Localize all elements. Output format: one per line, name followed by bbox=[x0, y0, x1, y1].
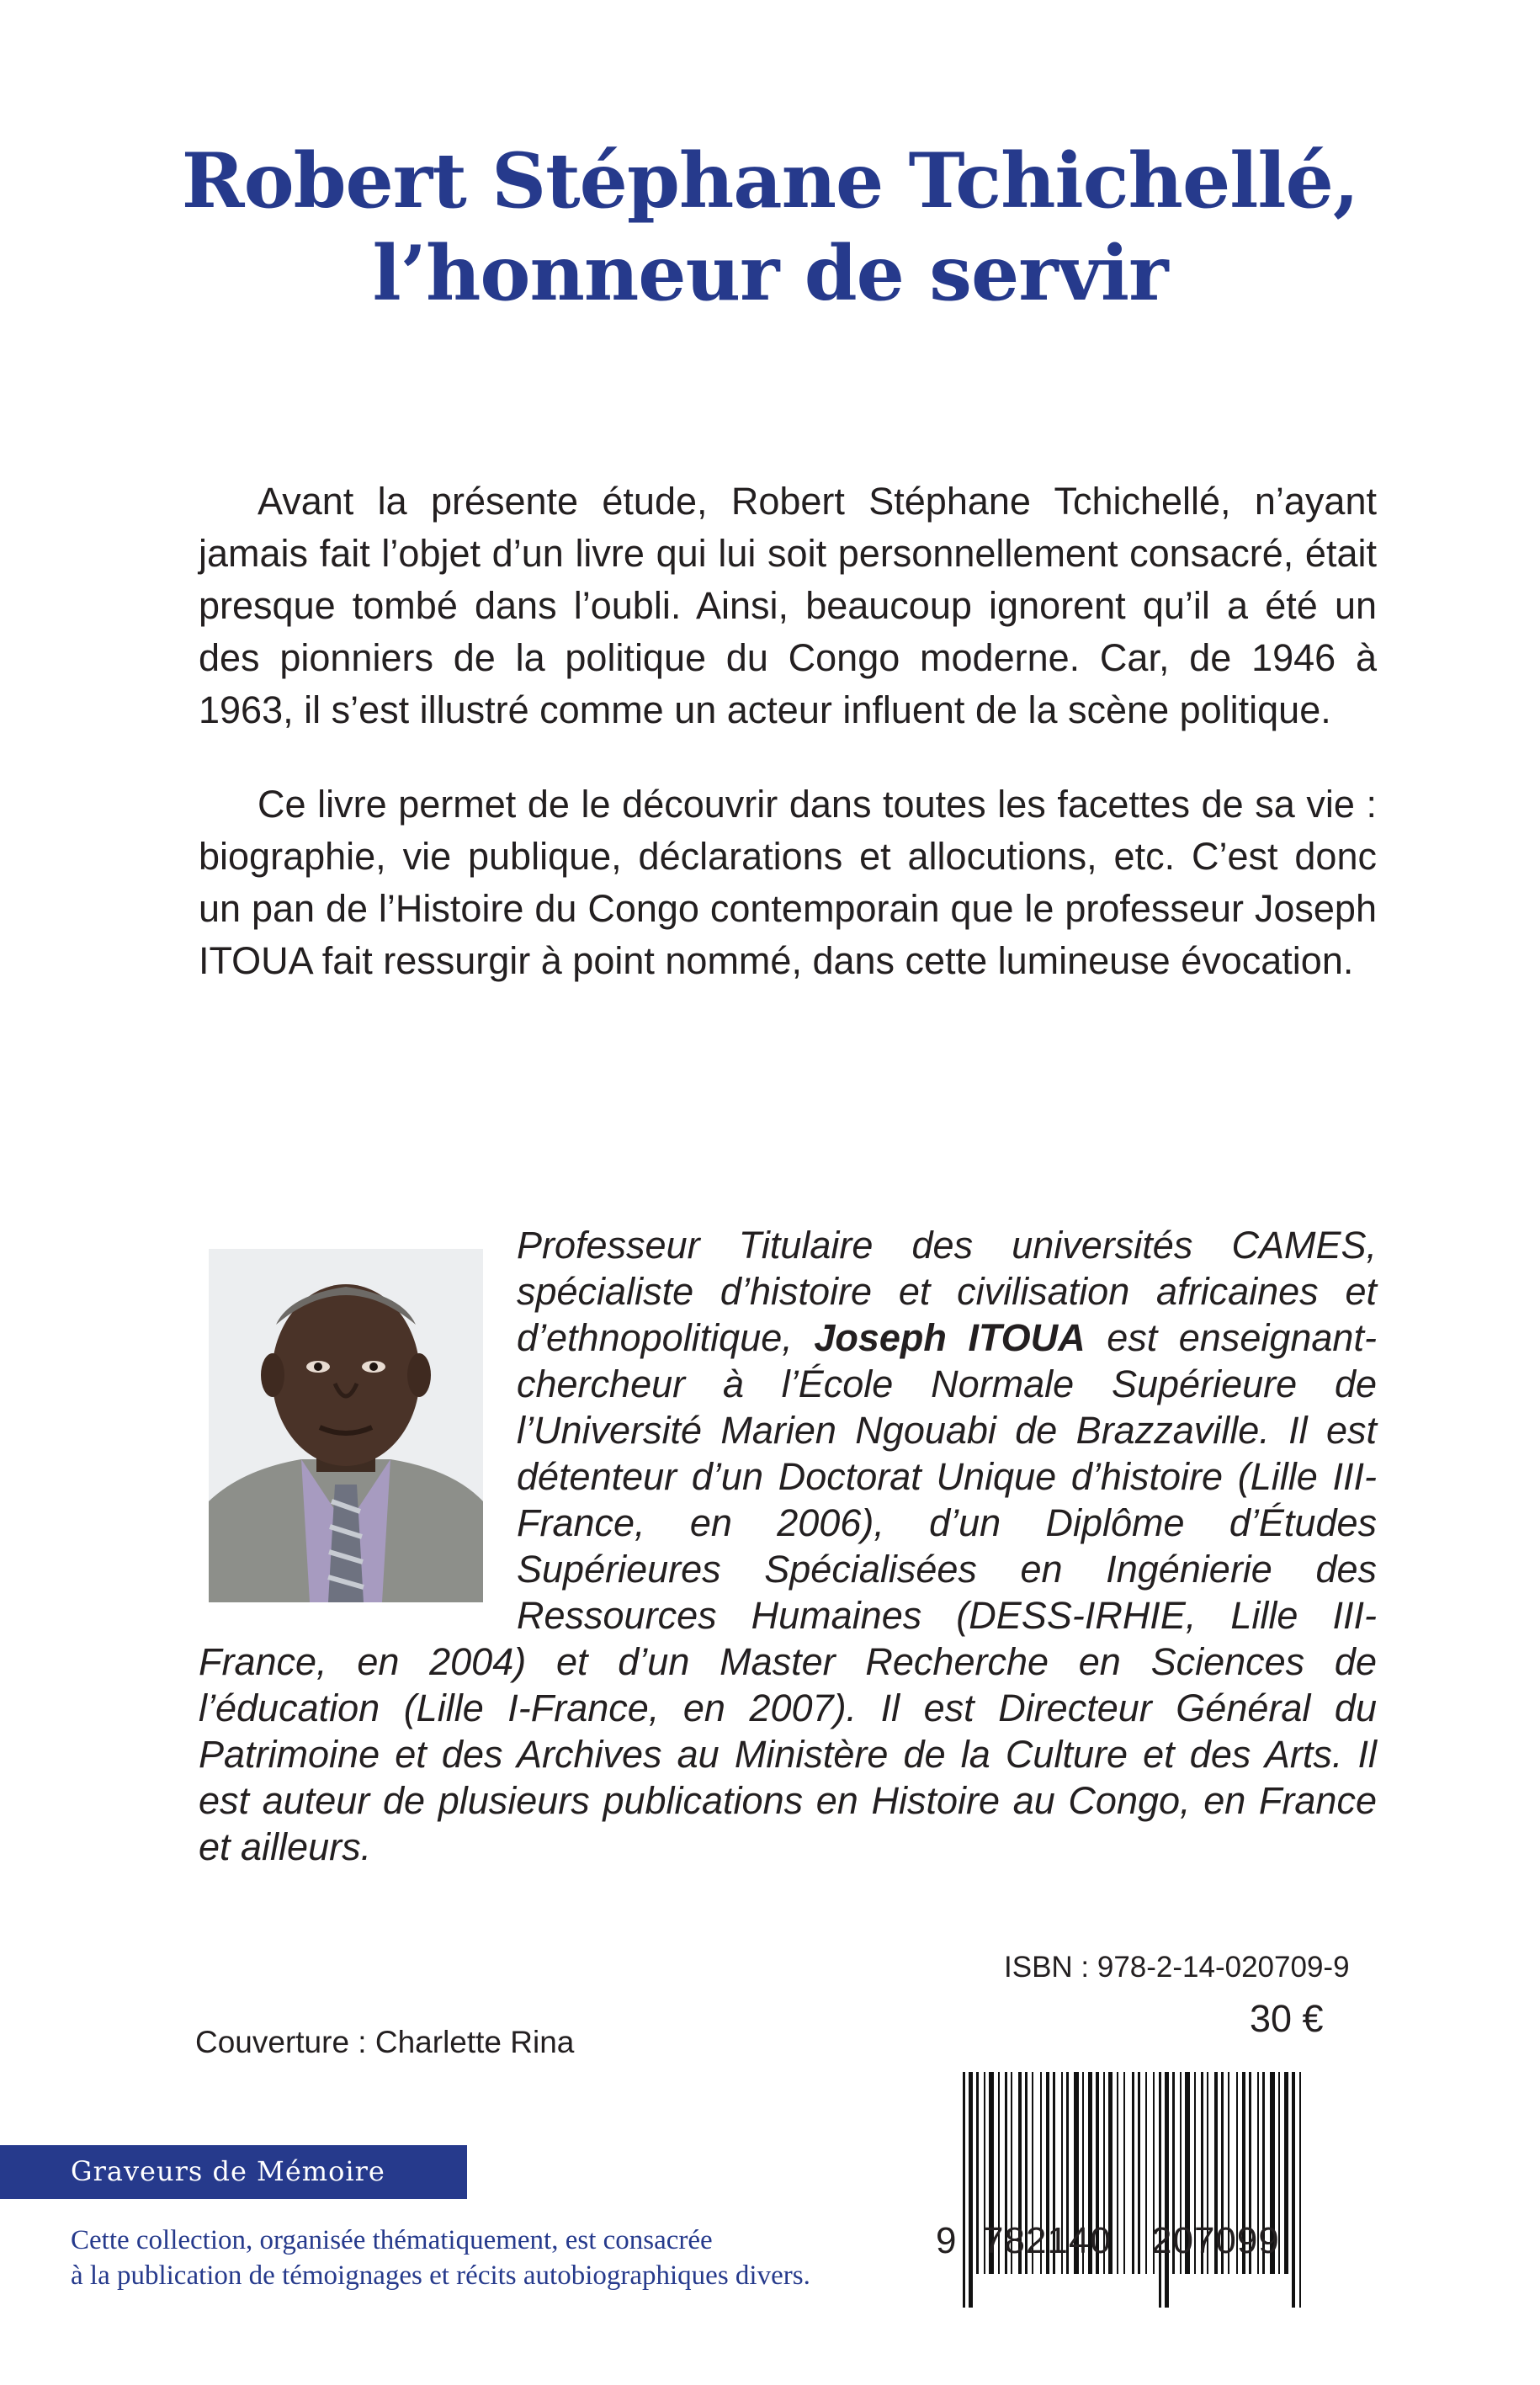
book-title-line-2: l’honneur de servir bbox=[372, 229, 1168, 318]
barcode-bar bbox=[1159, 2072, 1161, 2308]
barcode-bar bbox=[1292, 2072, 1295, 2308]
author-bio bbox=[199, 1222, 1377, 1870]
isbn-barcode bbox=[951, 2072, 1313, 2308]
summary-paragraph-1: Avant la présente étude, Robert Stéphane Tchichellé, n’ayant jamais fait l’objet d’un livre qui lui soit personnellement consacré, était presque tombé dans l’oubli. Ainsi, beaucoup ignorent qu’il a été un des pionniers de la politique du Congo moderne. Car, de 1946 à 1963, il s’est illustré comme un acteur influent de la scène politique. bbox=[199, 480, 1377, 731]
price-label: 30 € bbox=[1250, 1997, 1324, 2040]
barcode-right-digits: 207099 bbox=[1151, 2220, 1280, 2261]
collection-description-line-2: à la publication de témoignages et récits autobiographiques divers. bbox=[71, 2260, 810, 2291]
barcode-bar bbox=[969, 2072, 973, 2308]
author-bio-body: est enseignant-chercheur à l’École Normale Supérieure de l’Université Marien Ngouabi de Brazzaville. Il est détenteur d’un Doctorat Unique d’histoire (Lille III-France, en 2006), d’un Diplôme d’Études Supérieures Spécialisées en Ingénierie des Ressources Humaines (DESS-IRHIE, Lille III-France, en 2004) et d’un Master Recherche en Sciences de l’éducation (Lille I-France, en 2007). Il est Directeur Général du Patrimoine et des Archives au Ministère de la Culture et des Arts. Il est auteur de plusieurs publications en Histoire au Congo, en France et ailleurs. bbox=[199, 1316, 1377, 1868]
summary-paragraph-2: Ce livre permet de le découvrir dans toutes les facettes de sa vie : biographie, vie publique, déclarations et allocutions, etc. C’est donc un pan de l’Histoire du Congo contemporain que le professeur Joseph ITOUA fait ressurgir à point nommé, dans cette lumineuse évocation. bbox=[199, 783, 1377, 982]
barcode-bar bbox=[1132, 2072, 1134, 2274]
barcode-bar bbox=[1284, 2072, 1288, 2274]
barcode-bar bbox=[1138, 2072, 1140, 2274]
barcode-bar bbox=[1123, 2072, 1125, 2274]
barcode-bar bbox=[1117, 2072, 1118, 2274]
author-name: Joseph ITOUA bbox=[814, 1316, 1086, 1359]
book-title-line-1: Robert Stéphane Tchichellé, bbox=[181, 136, 1359, 226]
collection-description bbox=[71, 2223, 810, 2293]
barcode-bar bbox=[1145, 2072, 1147, 2274]
author-bio-intro: Professeur Titulaire des universités CAMES, spécialiste d’histoire et civilisation africaines et d’ethnopolitique, bbox=[517, 1224, 1377, 1359]
collection-description-line-1: Cette collection, organisée thématiquement, est consacrée bbox=[71, 2225, 713, 2255]
barcode-left-digits: 782140 bbox=[983, 2220, 1112, 2261]
cover-credit: Couverture : Charlette Rina bbox=[195, 2025, 575, 2059]
collection-banner bbox=[0, 2145, 467, 2199]
isbn-label: ISBN : 978-2-14-020709-9 bbox=[1004, 1951, 1350, 1984]
author-photo bbox=[209, 1249, 483, 1602]
book-title bbox=[0, 135, 1540, 320]
barcode-bar bbox=[963, 2072, 965, 2308]
barcode-bar bbox=[976, 2072, 979, 2274]
collection-name: Graveurs de Mémoire bbox=[71, 2155, 385, 2187]
barcode-first-digit: 9 bbox=[936, 2220, 957, 2261]
barcode-bar bbox=[1165, 2072, 1169, 2308]
barcode-bar bbox=[1299, 2072, 1301, 2308]
